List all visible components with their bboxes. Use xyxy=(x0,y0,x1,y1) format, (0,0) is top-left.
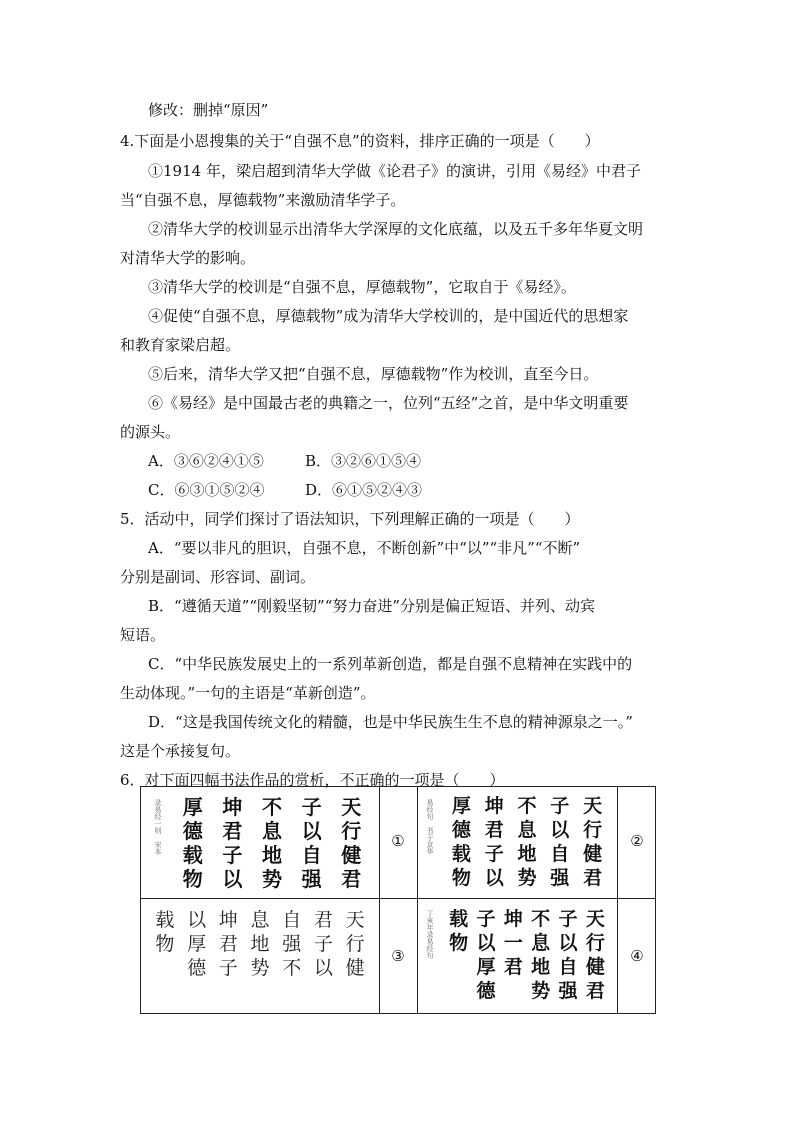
text-line: 短语。 xyxy=(120,626,166,644)
text-line: D．“这是我国传统文化的精髓，也是中华民族生生不息的精神源泉之一。” xyxy=(148,713,633,731)
calligraphy-column: 子 以 自 强 xyxy=(558,909,578,1002)
text-line: 当“自强不息，厚德载物”来激励清华学子。 xyxy=(120,191,406,209)
text-line: A．③⑥②④①⑤ xyxy=(148,452,264,470)
text-line: 对清华大学的影响。 xyxy=(120,249,256,267)
calligraphy-work-3 xyxy=(147,902,377,1010)
work-label-3: ③ xyxy=(391,947,405,965)
text-line: ③清华大学的校训是“自强不息，厚德载物”，它取自于《易经》。 xyxy=(148,278,576,296)
calligraphy-column: 不 息 地 势 xyxy=(531,909,551,1002)
text-line: 这是个承接复句。 xyxy=(120,742,241,760)
calligraphy-column: 载 物 xyxy=(155,909,175,955)
calligraphy-column: 息 地 势 xyxy=(250,909,270,979)
text-line: D．⑥①⑤②④③ xyxy=(305,481,423,499)
calligraphy-column: 子 以 自 强 xyxy=(301,795,322,891)
text-line: ①1914 年，梁启超到清华大学做《论君子》的演讲，引用《易经》中君子 xyxy=(148,162,641,180)
work-label-1: ① xyxy=(391,832,405,850)
calligraphy-column: 厚 德 载 物 xyxy=(182,795,203,891)
calligraphy-work-1 xyxy=(149,791,377,895)
calligraphy-column: 厚 德 载 物 xyxy=(451,796,471,889)
calligraphy-column: 君 子 以 xyxy=(313,909,333,979)
calligraphy-column: 坤 君 子 xyxy=(218,909,238,979)
text-line: 的源头。 xyxy=(120,423,181,441)
calligraphy-column: 不 息 地 势 xyxy=(517,796,537,889)
text-line: ⑤后来，清华大学又把“自强不息，厚德载物”作为校训，直至今日。 xyxy=(148,365,599,383)
calligraphy-work-2 xyxy=(421,791,615,895)
text-line: ②清华大学的校训显示出清华大学深厚的文化底蕴，以及五千多年华夏文明 xyxy=(148,220,644,238)
calligraphy-work-4 xyxy=(421,902,615,1010)
text-line: 6．对下面四幅书法作品的赏析，不正确的一项是（ ） xyxy=(120,771,505,789)
calligraphy-table xyxy=(140,786,656,1014)
calligraphy-column: 坤 一 君 xyxy=(503,909,523,978)
table-divider xyxy=(617,787,618,1013)
calligraphy-column: 自 强 不 xyxy=(282,909,302,979)
calligraphy-column: 子 以 厚 德 xyxy=(476,909,496,1002)
work-label-4: ④ xyxy=(630,947,644,965)
text-line: A．“要以非凡的胆识，自强不息，不断创新”中“以”“非凡”“不断” xyxy=(148,539,581,557)
text-line: ④促使“自强不息，厚德载物”成为清华大学校训的，是中国近代的思想家 xyxy=(148,307,629,325)
work-label-2: ② xyxy=(630,832,644,850)
text-line: 修改：删掉“原因” xyxy=(148,101,269,119)
calligraphy-column: 天 行 健 君 xyxy=(583,796,603,889)
calligraphy-column: 子 以 自 强 xyxy=(550,796,570,889)
text-line: 4.下面是小恩搜集的关于“自强不息”的资料，排序正确的一项是（ ） xyxy=(120,132,600,150)
text-line: C．“中华民族发展史上的一系列革新创造，都是自强不息精神在实践中的 xyxy=(148,655,633,673)
calligraphy-column: 天 行 健 君 xyxy=(585,909,605,1002)
inscription-note: 丁亥年录易经句 xyxy=(426,910,434,959)
text-line: C．⑥③①⑤②④ xyxy=(148,481,265,499)
text-line: 和教育家梁启超。 xyxy=(120,336,241,354)
calligraphy-column: 天 行 健 君 xyxy=(341,795,362,891)
text-line: B．③②⑥①⑤④ xyxy=(305,452,422,470)
inscription-note: 易经句 书于京华 xyxy=(426,799,434,855)
calligraphy-column: 坤 君 子 以 xyxy=(484,796,504,889)
text-line: B．“遵循天道”“刚毅坚韧”“努力奋进”分别是偏正短语、并列、动宾 xyxy=(148,597,596,615)
calligraphy-column: 载 物 xyxy=(449,909,469,954)
text-line: 分别是副词、形容词、副词。 xyxy=(120,568,316,586)
text-line: 5．活动中，同学们探讨了语法知识，下列理解正确的一项是（ ） xyxy=(120,510,580,528)
text-line: 生动体现。”一句的主语是“革新创造”。 xyxy=(120,684,376,702)
calligraphy-column: 天 行 健 xyxy=(345,909,365,979)
table-divider xyxy=(379,787,380,1013)
calligraphy-column: 不 息 地 势 xyxy=(262,795,282,891)
inscription-note: 录易经一则 宋本 xyxy=(154,799,162,855)
table-divider xyxy=(417,787,418,1013)
calligraphy-column: 坤 君 子 以 xyxy=(222,795,243,891)
calligraphy-column: 以 厚 德 xyxy=(187,909,207,979)
table-divider xyxy=(141,898,655,899)
text-line: ⑥《易经》是中国最古老的典籍之一，位列“五经”之首，是中华文明重要 xyxy=(148,394,629,412)
